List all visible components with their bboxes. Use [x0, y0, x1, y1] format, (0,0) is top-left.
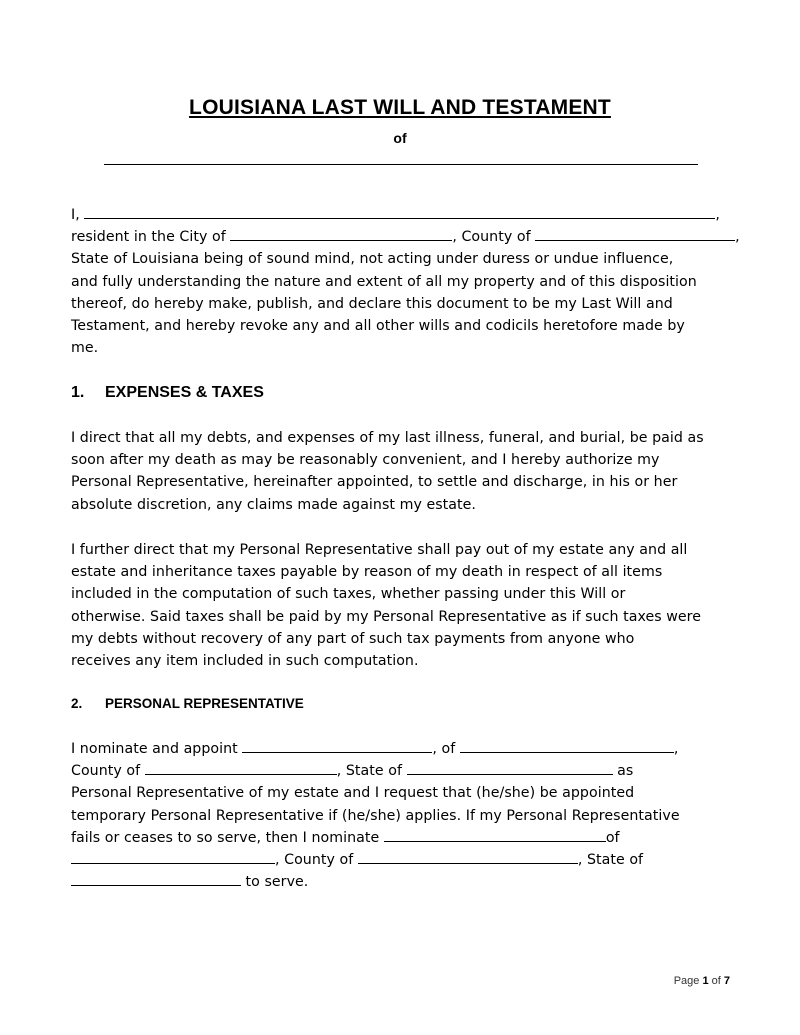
alternate-city-blank[interactable]: [71, 849, 275, 864]
testator-name-line[interactable]: [104, 164, 698, 165]
intro-text: , County of: [452, 229, 536, 246]
intro-line: State of Louisiana being of sound mind, not acting under duress or undue influence,: [71, 251, 674, 268]
pr-text: to serve.: [241, 874, 309, 891]
page-of-label: of: [708, 975, 724, 987]
intro-text: ,: [735, 229, 740, 246]
alternate-state-blank[interactable]: [71, 871, 241, 886]
representative-county-blank[interactable]: [145, 760, 337, 775]
intro-text: ,: [715, 207, 720, 223]
page-current: 1: [702, 975, 709, 987]
county-blank[interactable]: [535, 226, 735, 241]
representative-name-blank[interactable]: [242, 738, 432, 753]
intro-line: thereof, do hereby make, publish, and declare this document to be my Last Will and: [71, 295, 673, 312]
section-heading-expenses-taxes: [71, 384, 264, 402]
paragraph-line: [71, 760, 733, 782]
paragraph-line: estate and inheritance taxes payable by reason of my death in respect of all items: [71, 564, 663, 581]
pr-text: County of: [71, 763, 145, 780]
pr-text: fails or ceases to so serve, then I nominate: [71, 829, 384, 846]
paragraph-line: I further direct that my Personal Representative shall pay out of my estate any and all: [71, 542, 688, 558]
expenses-paragraph: [71, 427, 733, 516]
paragraph-line: absolute discretion, any claims made against my estate.: [71, 496, 476, 513]
pr-text: , State of: [336, 763, 407, 780]
paragraph-line: [71, 827, 733, 849]
intro-text: I,: [71, 207, 85, 223]
pr-text: ,: [673, 741, 679, 757]
city-blank[interactable]: [230, 226, 452, 241]
alternate-county-blank[interactable]: [358, 849, 578, 864]
intro-line: and fully understanding the nature and extent of all my property and of this disposition: [71, 273, 697, 290]
intro-line: me.: [71, 340, 99, 357]
testator-name-blank[interactable]: [84, 204, 715, 219]
page-total: 7: [723, 975, 730, 987]
alternate-name-blank[interactable]: [384, 827, 606, 842]
section-heading-personal-representative: [71, 696, 304, 711]
page-number-footer: [674, 975, 730, 987]
section-heading-text: EXPENSES & TAXES: [105, 384, 264, 401]
paragraph-line: [71, 738, 733, 760]
pr-text: of: [605, 829, 620, 846]
document-title: LOUISIANA LAST WILL AND TESTAMENT: [189, 96, 611, 119]
paragraph-line: receives any item included in such computation.: [71, 652, 419, 669]
representative-state-blank[interactable]: [407, 760, 613, 775]
pr-text: as: [612, 763, 634, 780]
section-number: 2.: [71, 696, 83, 711]
section-heading-text: PERSONAL REPRESENTATIVE: [105, 696, 304, 711]
intro-text: resident in the City of: [71, 229, 231, 246]
taxes-paragraph: [71, 539, 733, 672]
pr-text: , of: [432, 741, 460, 757]
intro-paragraph: [71, 204, 740, 359]
paragraph-line: my debts without recovery of any part of such tax payments from anyone who: [71, 630, 635, 647]
paragraph-line: otherwise. Said taxes shall be paid by my Personal Representative as if such taxes were: [71, 608, 702, 625]
section-number: 1.: [71, 384, 85, 401]
intro-line: [71, 204, 733, 226]
document-subtitle: of: [393, 130, 407, 146]
paragraph-line: [71, 871, 733, 893]
intro-line: [71, 226, 740, 248]
paragraph-line: soon after my death as may be reasonably convenient, and I hereby authorize my: [71, 452, 660, 469]
personal-representative-paragraph: [71, 738, 733, 893]
pr-text: , State of: [577, 851, 644, 868]
page-label: Page: [673, 975, 703, 987]
paragraph-line: Personal Representative of my estate and I request that (he/she) be appointed: [71, 785, 635, 802]
intro-line: Testament, and hereby revoke any and all other wills and codicils heretofore made by: [71, 317, 685, 334]
representative-city-blank[interactable]: [460, 738, 674, 753]
paragraph-line: I direct that all my debts, and expenses of my last illness, funeral, and burial, be paid as: [71, 430, 704, 446]
pr-text: , County of: [275, 851, 358, 868]
paragraph-line: included in the computation of such taxes, whether passing under this Will or: [71, 586, 626, 603]
paragraph-line: [71, 849, 733, 871]
paragraph-line: Personal Representative, hereinafter appointed, to settle and discharge, in his or her: [71, 474, 678, 491]
pr-text: I nominate and appoint: [71, 741, 243, 757]
paragraph-line: temporary Personal Representative if (he/she) applies. If my Personal Representative: [71, 807, 680, 824]
